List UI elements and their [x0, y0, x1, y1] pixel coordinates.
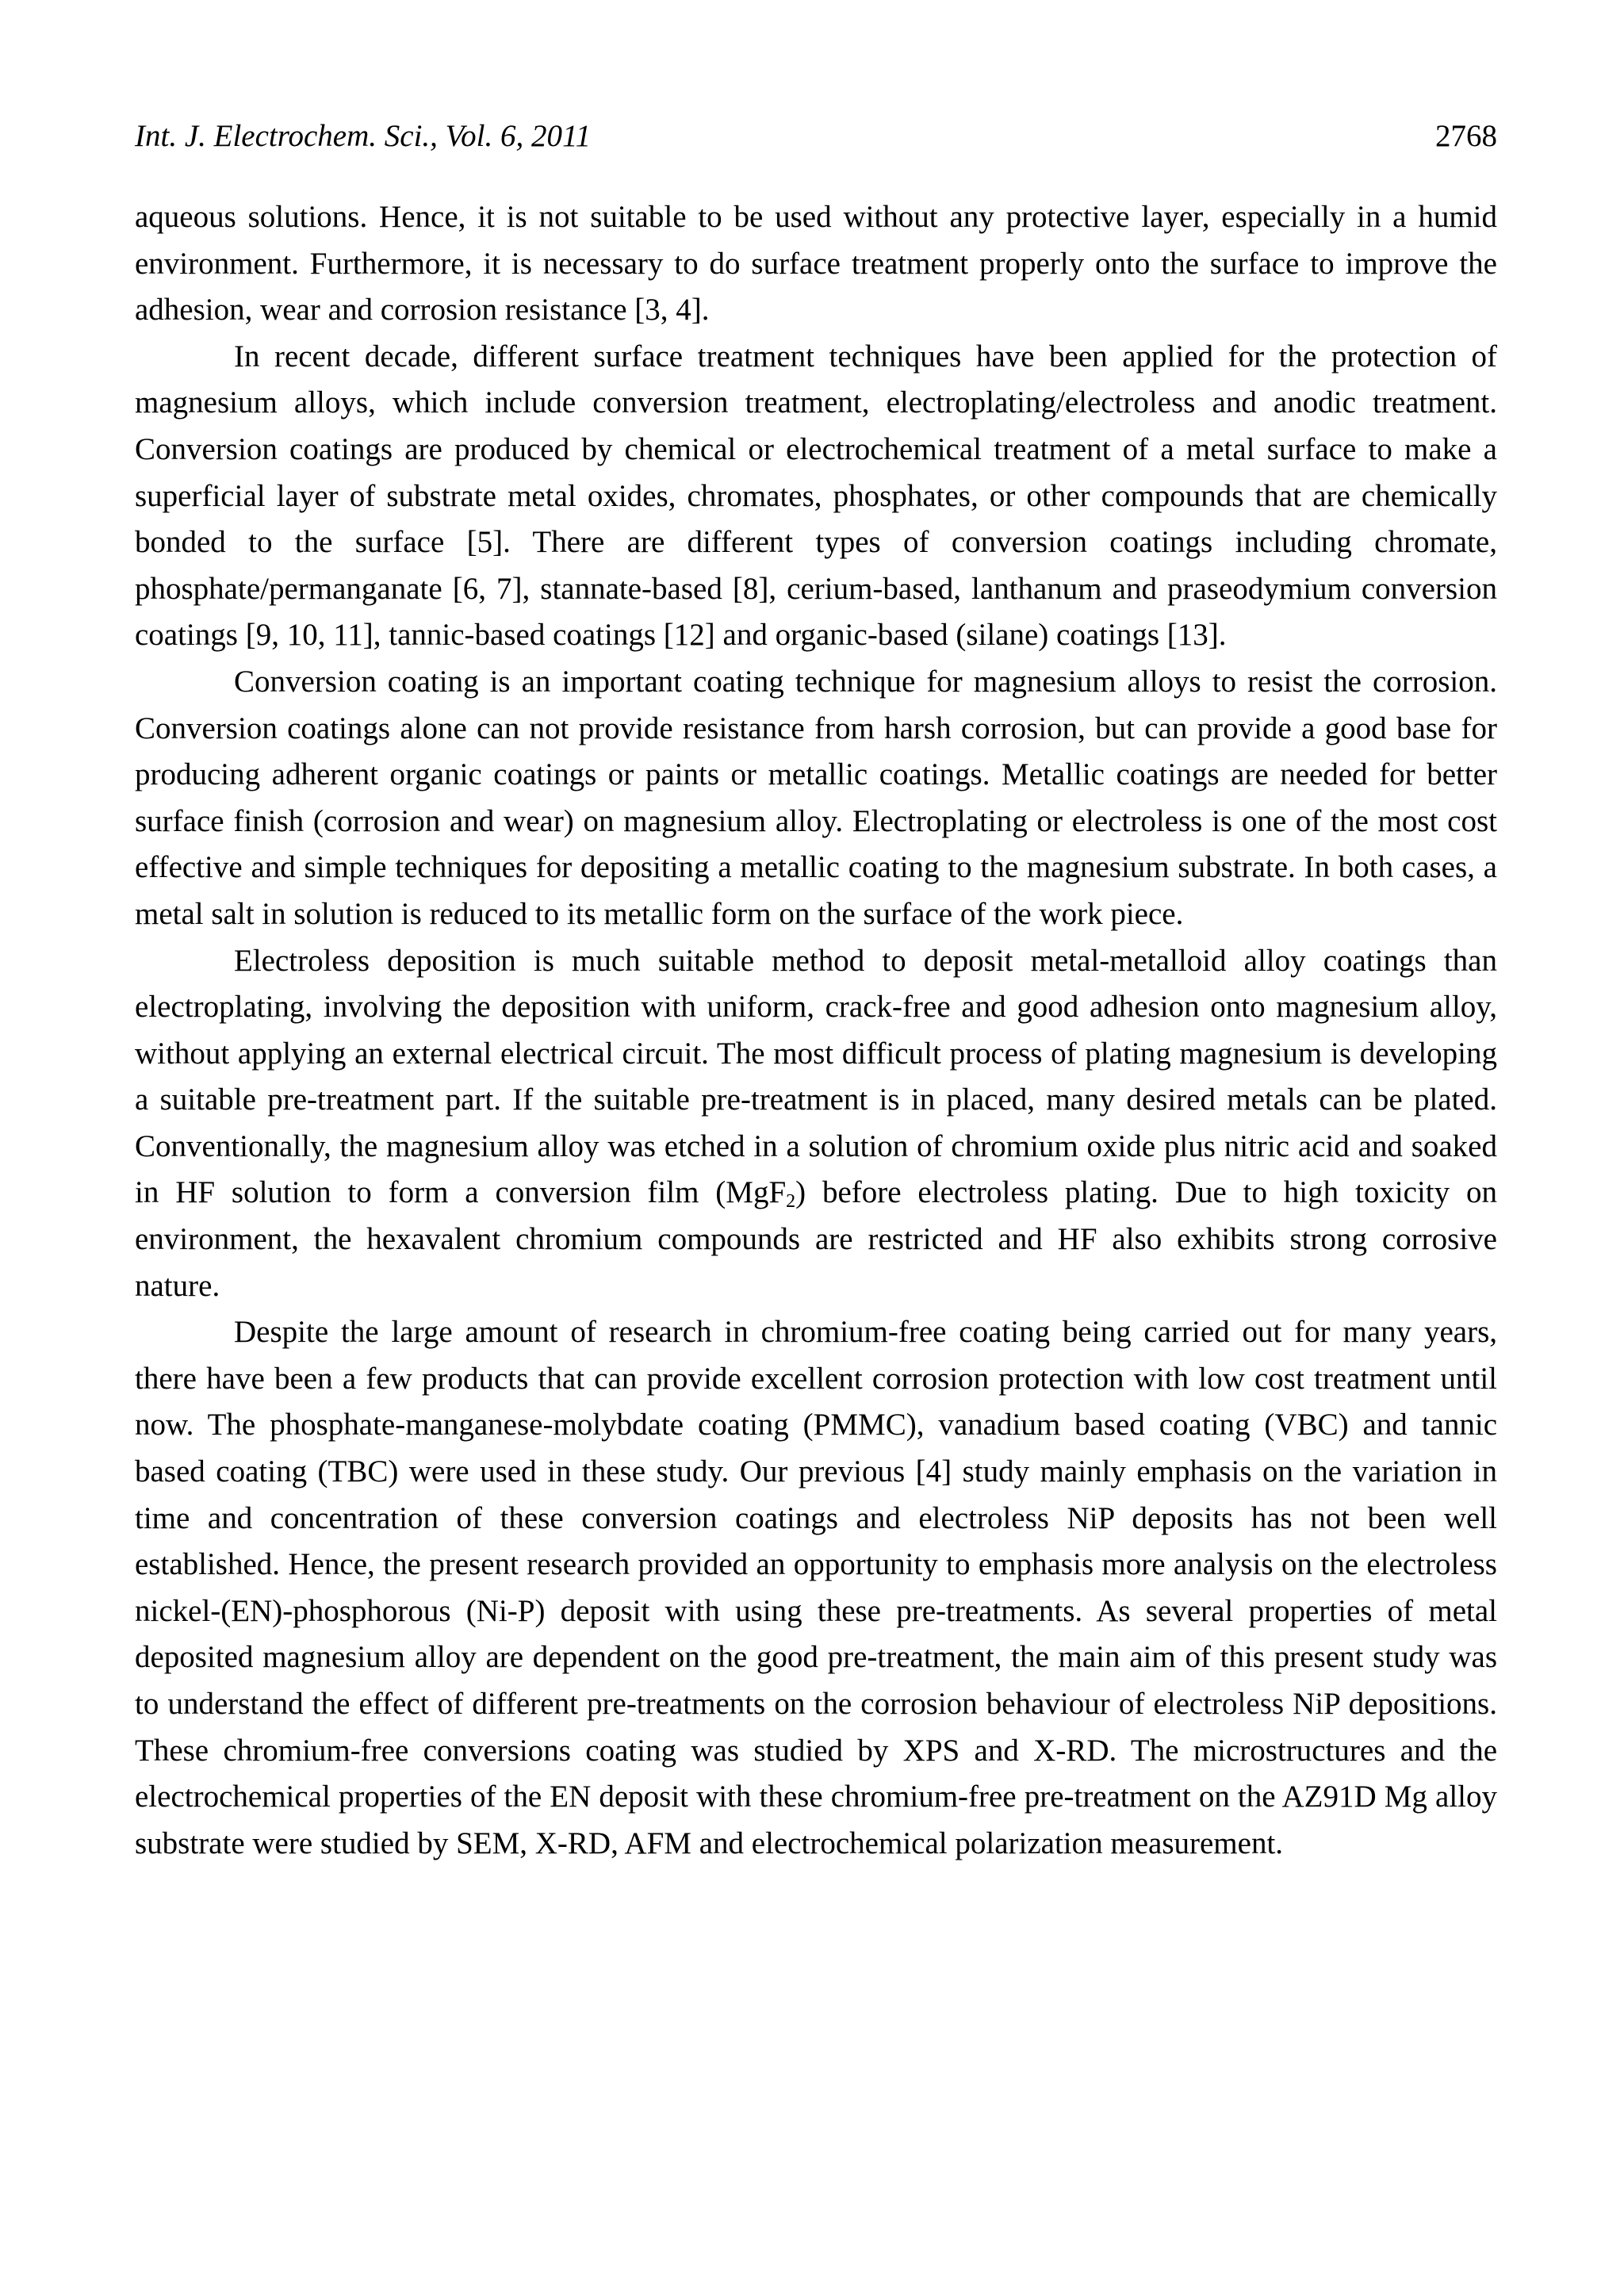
formula-base: MgF: [726, 1175, 787, 1210]
journal-citation: Int. J. Electrochem. Sci., Vol. 6, 2011: [135, 119, 592, 153]
body-text: [135, 194, 1497, 1867]
paragraph-5: Despite the large amount of research in chromium-free coating being carried out for many years, there have been a few products that can provide excellent corrosion protection with low cost treatment until now. The phosphate-manganese-molybdate coating (PMMC), vanadium based coating (VBC) and tannic based coating (TBC) were used in these study. Our previous [4] study mainly emphasis on the variation in time and concentration of these conversion coatings and electroless NiP deposits has not been well established. Hence, the present research provided an opportunity to emphasis more analysis on the electroless nickel-(EN)-phosphorous (Ni-P) deposit with using these pre-treatments. As several properties of metal deposited magnesium alloy are dependent on the good pre-treatment, the main aim of this present study was to understand the effect of different pre-treatments on the corrosion behaviour of electroless NiP depositions. These chromium-free conversions coating was studied by XPS and X-RD. The microstructures and the electrochemical properties of the EN deposit with these chromium-free pre-treatment on the AZ91D Mg alloy substrate were studied by SEM, X-RD, AFM and electrochemical polarization measurement.: [135, 1315, 1497, 1860]
paragraph-4: [135, 938, 1497, 1310]
paragraph-2: In recent decade, different surface treatment techniques have been applied for the protection of magnesium alloys, which include conversion treatment, electroplating/electroless and anodic treatment. Conversion coatings are produced by chemical or electrochemical treatment of a metal surface to make a superficial layer of substrate metal oxides, chromates, phosphates, or other compounds that are chemically bonded to the surface [5]. There are different types of conversion coatings including chromate, phosphate/permanganate [6, 7], stannate-based [8], cerium-based, lanthanum and praseodymium conversion coatings [9, 10, 11], tannic-based coatings [12] and organic-based (silane) coatings [13].: [135, 339, 1497, 653]
paragraph-4-text-before: Electroless deposition is much suitable method to deposit metal-metalloid alloy coatings than electroplating, involving the deposition with uniform, crack-free and good adhesion onto magnesium alloy, without applying an external electrical circuit. The most difficult process of plating magnesium is developing a suitable pre-treatment part. If the suitable pre-treatment is in placed, many desired metals can be plated. Conventionally, the magnesium alloy was etched in a solution of chromium oxide plus nitric acid and soaked in HF solution to form a conversion film (: [135, 943, 1497, 1210]
formula-subscript: 2: [786, 1191, 796, 1213]
running-header: [135, 116, 1497, 163]
paragraph-3: Conversion coating is an important coating technique for magnesium alloys to resist the corrosion. Conversion coatings alone can not provide resistance from harsh corrosion, but can provide a good base for producing adherent organic coatings or paints or metallic coatings. Metallic coatings are needed for better surface finish (corrosion and wear) on magnesium alloy. Electroplating or electroless is one of the most cost effective and simple techniques for depositing a metallic coating to the magnesium substrate. In both cases, a metal salt in solution is reduced to its metallic form on the surface of the work piece.: [135, 664, 1497, 931]
paragraph-4-text-after: ) before electroless plating. Due to high toxicity on environment, the hexavalent chromium compounds are restricted and HF also exhibits strong corrosive nature.: [135, 1175, 1497, 1303]
paragraph-1: aqueous solutions. Hence, it is not suitable to be used without any protective layer, especially in a humid environment. Furthermore, it is necessary to do surface treatment properly onto the surface to improve the adhesion, wear and corrosion resistance [3, 4].: [135, 200, 1497, 328]
page-number: 2768: [1435, 119, 1497, 153]
mgf2-formula: [726, 1175, 796, 1213]
